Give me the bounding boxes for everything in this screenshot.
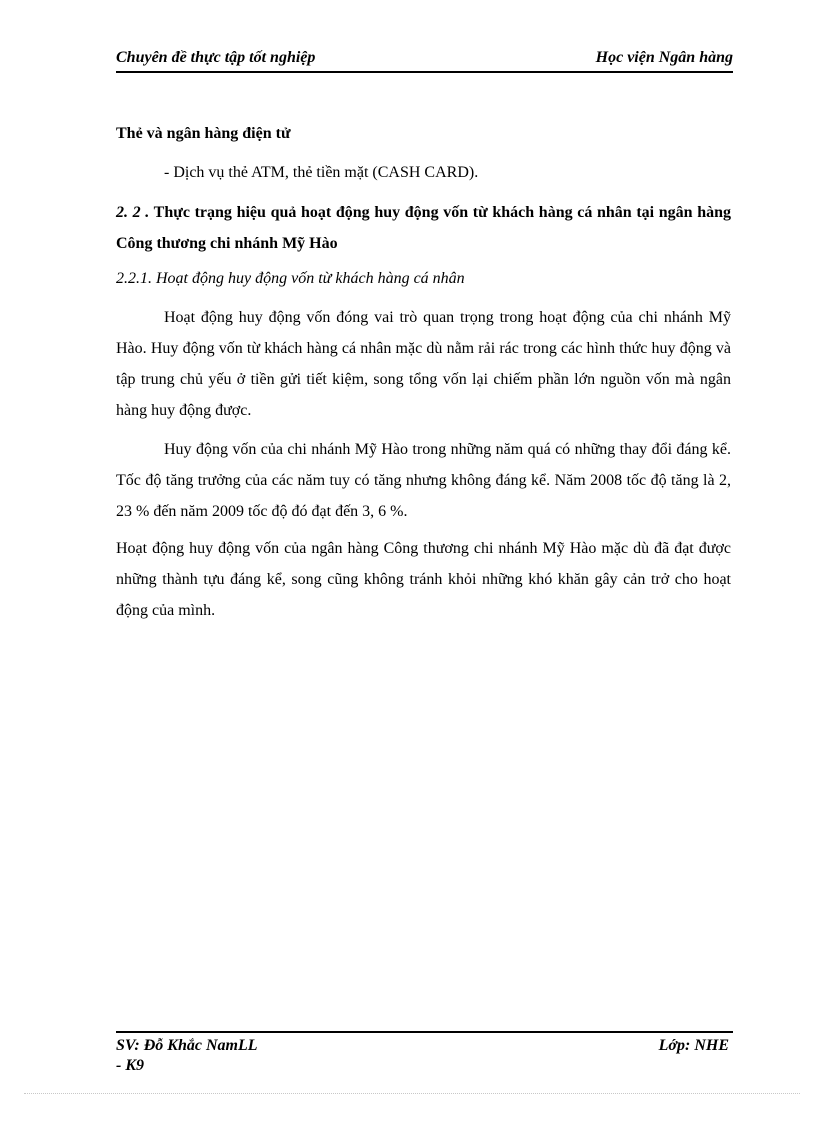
footer-divider: [116, 1031, 733, 1033]
section-heading: [116, 197, 731, 259]
header-thesis-title: Chuyên đề thực tập tốt nghiệp: [116, 49, 316, 66]
paragraph-3: Hoạt động huy động vốn của ngân hàng Công thương chi nhánh Mỹ Hào mặc dù đã đạt được những thành tựu đáng kể, song cũng không tránh khỏi những khó khăn gây cản trở cho hoạt động của mình.: [116, 540, 731, 619]
paragraph-1: Hoạt động huy động vốn đóng vai trò quan trọng trong hoạt động của chi nhánh Mỹ Hào. Huy động vốn từ khách hàng cá nhân mặc dù nằm rải rác trong các hình thức huy động và tập trung chủ yếu ở tiền gửi tiết kiệm, song tổng vốn lại chiếm phần lớn nguồn vốn mà ngân hàng huy động được.: [116, 309, 731, 419]
footer-class: Lớp: NHE: [658, 1037, 729, 1054]
subsection-heading: 2.2.1. Hoạt động huy động vốn từ khách hàng cá nhân: [116, 270, 465, 287]
header-institution: Học viện Ngân hàng: [595, 49, 733, 66]
page-bottom-border: [24, 1093, 800, 1094]
page-header: [116, 46, 733, 72]
heading-card-ebanking: Thẻ và ngân hàng điện tử: [116, 125, 291, 142]
footer-student-cohort: - K9: [116, 1057, 144, 1074]
section-number: 2. 2 .: [116, 204, 150, 221]
page-body: [116, 118, 731, 626]
section-title: Thực trạng hiệu quả hoạt động huy động vốn từ khách hàng cá nhân tại ngân hàng Công thương chi nhánh Mỹ Hào: [116, 204, 732, 252]
footer-student: [116, 1036, 316, 1076]
paragraph-2: Huy động vốn của chi nhánh Mỹ Hào trong những năm quá có những thay đổi đáng kể. Tốc độ tăng trưởng của các năm tuy có tăng nhưng không đáng kể. Năm 2008 tốc độ tăng là 2, 23 % đến năm 2009 tốc độ đó đạt đến 3, 6 %.: [116, 441, 731, 520]
footer-student-name: SV: Đỗ Khắc NamLL: [116, 1037, 258, 1054]
list-item-atm: - Dịch vụ thẻ ATM, thẻ tiền mặt (CASH CARD).: [164, 164, 479, 181]
header-divider: [116, 71, 733, 73]
